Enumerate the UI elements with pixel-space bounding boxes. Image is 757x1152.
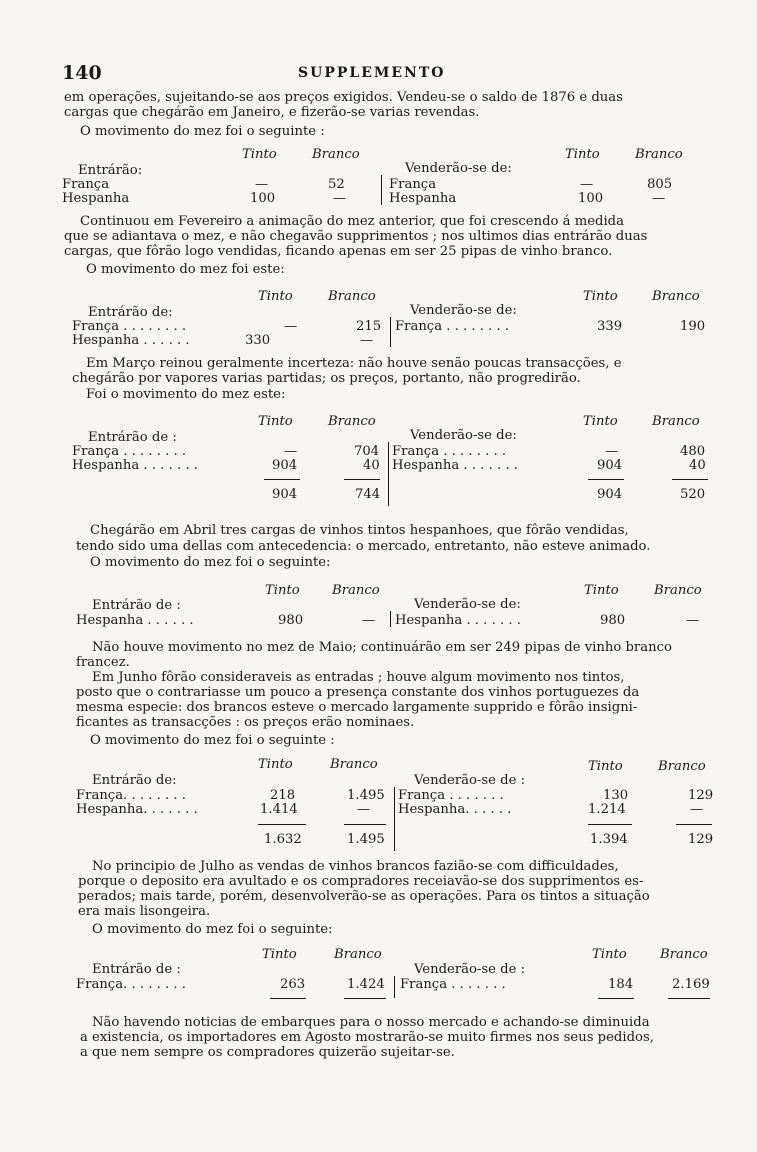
col-header-branco: Branco: [635, 147, 683, 162]
col-header-branco: Branco: [658, 759, 706, 774]
col-header-tinto: Tinto: [258, 757, 293, 772]
paragraph-line: em operações, sujeitando-se aos preços exigidos. Vendeu-se o saldo de 1876 e duas: [64, 90, 623, 105]
entrarao-label: Entrárão de :: [88, 430, 177, 445]
col-header-tinto: Tinto: [242, 147, 277, 162]
col-header-branco: Branco: [334, 947, 382, 962]
venderao-label: Venderão-se de:: [414, 597, 521, 612]
col-header-branco: Branco: [652, 414, 700, 429]
col-header-tinto: Tinto: [583, 414, 618, 429]
movement-label: O movimento do mez foi este:: [86, 262, 285, 277]
col-header-branco: Branco: [660, 947, 708, 962]
col-header-tinto: Tinto: [258, 414, 293, 429]
paragraph-line: tendo sido uma dellas com antecedencia: o mercado, entretanto, não esteve animado.: [76, 539, 651, 554]
col-header-branco: Branco: [652, 289, 700, 304]
col-header-branco: Branco: [654, 583, 702, 598]
venderao-label: Venderão-se de :: [414, 962, 526, 977]
paragraph-line: posto que o contrariasse um pouco a presença constante dos vinhos portuguezes da: [76, 685, 640, 700]
col-header-branco: Branco: [330, 757, 378, 772]
movement-label: O movimento do mez foi o seguinte :: [80, 124, 325, 139]
col-header-tinto: Tinto: [584, 583, 619, 598]
paragraph-line: Não havendo noticias de embarques para o nosso mercado e achando-se diminuida: [92, 1015, 650, 1030]
venderao-label: Venderão-se de:: [410, 428, 517, 443]
paragraph-line: francez.: [76, 655, 130, 670]
paragraph-line: ficantes as transacções : os preços erão nominaes.: [76, 715, 415, 730]
entrarao-label: Entrárão:: [78, 163, 143, 178]
paragraph-line: que se adiantava o mez, e não chegavão supprimentos ; nos ultimos dias entrárão duas: [64, 229, 648, 244]
venderao-label: Venderão-se de :: [414, 773, 526, 788]
col-header-branco: Branco: [332, 583, 380, 598]
movement-label: O movimento do mez foi o seguinte :: [90, 733, 335, 748]
page-number: 140: [62, 62, 102, 84]
paragraph-line: Continuou em Fevereiro a animação do mez anterior, que foi crescendo á medida: [80, 214, 624, 229]
paragraph-line: Em Junho fôrão consideraveis as entradas ; houve algum movimento nos tintos,: [92, 670, 625, 685]
paragraph-line: porque o deposito era avultado e os compradores receiavão-se dos supprimentos es-: [78, 874, 644, 889]
entrarao-label: Entrárão de :: [92, 962, 181, 977]
col-header-tinto: Tinto: [258, 289, 293, 304]
paragraph-line: era mais lisongeira.: [78, 904, 211, 919]
paragraph-line: cargas, que fôrão logo vendidas, ficando apenas em ser 25 pipas de vinho branco.: [64, 244, 613, 259]
col-header-tinto: Tinto: [588, 759, 623, 774]
venderao-label: Venderão-se de:: [405, 161, 512, 176]
paragraph-line: mesma especie: dos brancos esteve o mercado largamente supprido e fôrão insigni-: [76, 700, 638, 715]
col-header-tinto: Tinto: [583, 289, 618, 304]
paragraph-line: Chegárão em Abril tres cargas de vinhos tintos hespanhoes, que fôrão vendidas,: [90, 523, 629, 538]
paragraph-line: Não houve movimento no mez de Maio; continuárão em ser 249 pipas de vinho branco: [92, 640, 672, 655]
entrarao-label: Entrárão de:: [92, 773, 177, 788]
movement-label: O movimento do mez foi o seguinte:: [92, 922, 333, 937]
entrarao-label: Entrárão de :: [92, 598, 181, 613]
col-header-tinto: Tinto: [565, 147, 600, 162]
running-title: SUPPLEMENTO: [298, 65, 446, 81]
paragraph-line: cargas que chegárão em Janeiro, e fizerão-se varias revendas.: [64, 105, 480, 120]
paragraph-line: perados; mais tarde, porém, desenvolverão-se as operações. Para os tintos a situação: [78, 889, 650, 904]
col-header-branco: Branco: [328, 289, 376, 304]
paragraph-line: No principio de Julho as vendas de vinhos brancos fazião-se com difficuldades,: [92, 859, 619, 874]
entrarao-label: Entrárão de:: [88, 305, 173, 320]
col-header-tinto: Tinto: [592, 947, 627, 962]
col-header-tinto: Tinto: [262, 947, 297, 962]
col-header-branco: Branco: [328, 414, 376, 429]
paragraph-line: chegárão por vapores varias partidas; os preços, portanto, não progredirão.: [72, 371, 581, 386]
movement-label: Foi o movimento do mez este:: [86, 387, 286, 402]
col-header-tinto: Tinto: [265, 583, 300, 598]
col-header-branco: Branco: [312, 147, 360, 162]
paragraph-line: Em Março reinou geralmente incerteza: não houve senão poucas transacções, e: [86, 356, 622, 371]
paragraph-line: a existencia, os importadores em Agosto mostrarão-se muito firmes nos seus pedidos,: [80, 1030, 654, 1045]
venderao-label: Venderão-se de:: [410, 303, 517, 318]
movement-label: O movimento do mez foi o seguinte:: [90, 555, 331, 570]
paragraph-line: a que nem sempre os compradores quizerão sujeitar-se.: [80, 1045, 455, 1060]
